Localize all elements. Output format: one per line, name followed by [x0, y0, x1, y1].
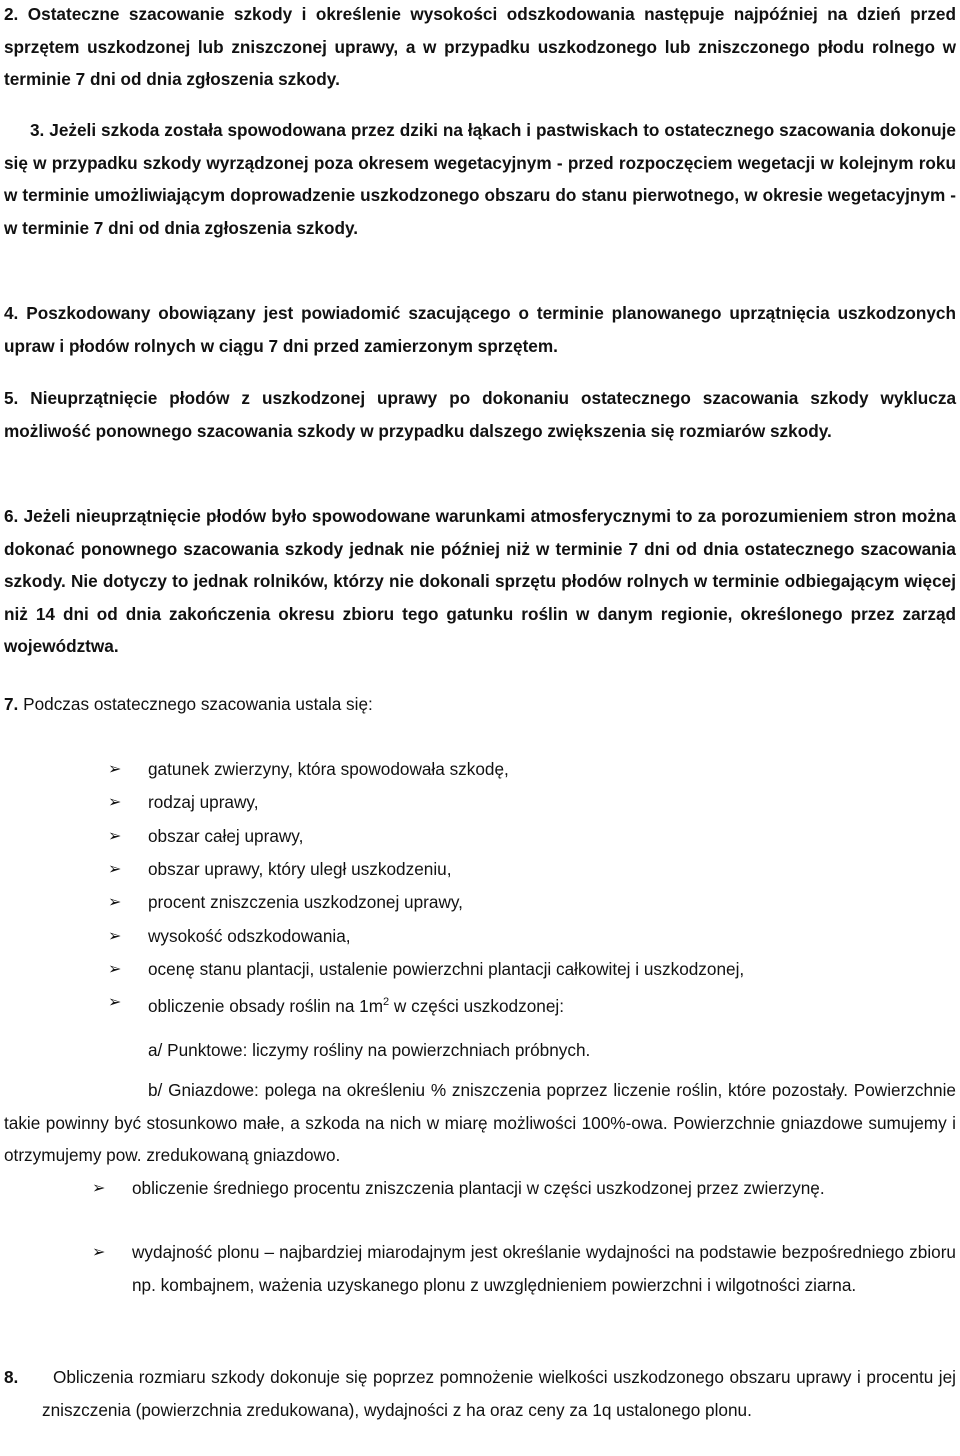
arrow-bullet-icon: ➢ [108, 792, 122, 811]
paragraph-8 [4, 1361, 956, 1426]
arrow-bullet-icon: ➢ [108, 826, 122, 845]
arrow-bullet-icon: ➢ [92, 1242, 106, 1261]
arrow-bullet-icon: ➢ [108, 992, 122, 1011]
method-a-punktowe: a/ Punktowe: liczymy rośliny na powierzchniach próbnych. [148, 1040, 591, 1060]
arrow-bullet-icon: ➢ [108, 759, 122, 778]
paragraph-7 [4, 688, 956, 721]
paragraph-5: 5. Nieuprzątnięcie płodów z uszkodzonej uprawy po dokonaniu ostatecznego szacowania szkody wyklucza możliwość ponownego szacowania szkody w przypadku dalszego zwiększenia się rozmiarów szkody. [4, 388, 956, 441]
list-item: ➢ obliczenie średniego procentu zniszczenia plantacji w części uszkodzonej przez zwierzynę. [92, 1172, 956, 1205]
paragraph-8-number: 8. [4, 1367, 19, 1387]
paragraph-6: 6. Jeżeli nieuprzątnięcie płodów było spowodowane warunkami atmosferycznymi to za porozumieniem stron można dokonać ponownego szacowania szkody jednak nie później niż w terminie 7 dni od dnia ostatecznego szacowania szkody. Nie dotyczy to jednak rolników, którzy nie dokonali sprzętu płodów rolnych w terminie odbiegającym więcej niż 14 dni od dnia zakończenia okresu zbioru tego gatunku roślin w danym regionie, określonego przez zarząd województwa. [4, 506, 956, 656]
document-page: 2. Ostateczne szacowanie szkody i określenie wysokości odszkodowania następuje najpóźniej na dzień przed sprzętem uszkodzonej lub zniszczonej uprawy, a w przypadku uszkodzonego lub zniszczonego płodu rolnego w terminie 7 dni od dnia zgłoszenia szkody. 3. Jeżeli szkoda została spowodowana przez dziki na łąkach i pastwiskach to ostatecznego szacowania dokonuje się w przypadku szkody wyrządzonej poza okresem wegetacyjnym - przed rozpoczęciem wegetacji w kolejnym roku w terminie umożliwiającym doprowadzenie uszkodzonego obszaru do stanu pierwotnego, w okresie wegetacyjnym - w terminie 7 dni od dnia zgłoszenia szkody. 4. Poszkodowany obowiązany jest powiadomić szacującego o terminie planowanego uprzątnięcia uszkodzonych upraw i płodów rolnych w ciągu 7 dni przed zamierzonym sprzętem. 5. Nieuprzątnięcie płodów z uszkodzonej uprawy po dokonaniu ostatecznego szacowania szkody wyklucza możliwość ponownego szacowania szkody w przypadku dalszego zwiększenia się rozmiarów szkody. 6. Jeżeli nieuprzątnięcie płodów było spowodowane warunkami atmosferycznymi to za porozumieniem stron można dokonać ponownego szacowania szkody jednak nie później niż w terminie 7 dni od dnia ostatecznego szacowania szkody. Nie dotyczy to jednak rolników, którzy nie dokonali sprzętu płodów rolnych w terminie odbiegającym więcej niż 14 dni od dnia zakończenia okresu zbioru tego gatunku roślin w danym regionie, określonego przez zarząd województwa. 7. Podczas ostatecznego szacowania ustala się: ➢ gatunek zwierzyny, która spowodowała szkodę, ➢ rodzaj uprawy, ➢ obszar całej uprawy, ➢ obszar uprawy, który uległ uszkodzeniu, ➢ procent zniszczenia uszkodzonej uprawy, ➢ wysokość odszkodowania, ➢ ocenę stanu plantacji, ustalenie powierzchni plantacji całkowitej i uszkodzonej, ➢ obliczenie obsady roślin na $1m^2$ w części uszkodzonej: a/ Punktowe: liczymy rośliny na powierzchniach próbnych. b/ Gniazdowe: polega na określeniu % zniszczenia poprzez liczenie roślin, które pozostały. Powierzchnie takie powinny być stosunkowo małe, a szkoda na nich w miarę możliwości 100%-owa. Powierzchnie gniazdowe sumujemy i otrzymujemy pow. zredukowaną gniazdowo. ➢ obliczenie średniego procentu zniszczenia plantacji w części uszkodzonej przez zwierzynę. ➢ wydajność plonu – najbardziej miarodajnym jest określanie wydajności na podstawie bezpośredniego zbioru np. kombajnem, ważenia uzyskanego plonu z uwzględnieniem powierzchni i wilgotności ziarna. 8. Obliczenia rozmiaru szkody dokonuje się poprzez pomnożenie wielkości uszkodzonego obszaru uprawy i procentu jej zniszczenia (powierzchnia zredukowana), wydajności z ha oraz ceny za 1q ustalonego plonu. [0, 0, 960, 1456]
arrow-bullet-icon: ➢ [108, 959, 122, 978]
paragraph-7-text: Podczas ostatecznego szacowania ustala się: [23, 694, 373, 714]
arrow-bullet-icon: ➢ [92, 1178, 106, 1197]
paragraph-8-text: Obliczenia rozmiaru szkody dokonuje się poprzez pomnożenie wielkości uszkodzonego obszaru uprawy i procentu jej zniszczenia (powierzchnia zredukowana), wydajności z ha oraz ceny za 1q ustalonego plonu. [42, 1367, 956, 1420]
paragraph-3-text: 3. Jeżeli szkoda została spowodowana przez dziki na łąkach i pastwiskach to ostatecznego szacowania dokonuje się w przypadku szkody wyrządzonej poza okresem wegetacyjnym - przed rozpoczęciem wegetacji w kolejnym roku w terminie umożliwiającym doprowadzenie uszkodzonego obszaru do stanu pierwotnego, w okresie wegetacyjnym - w terminie 7 dni od dnia zgłoszenia szkody. [4, 120, 956, 238]
list-item: ➢ wydajność plonu – najbardziej miarodajnym jest określanie wydajności na podstawie bezpośredniego zbioru np. kombajnem, ważenia uzyskanego plonu z uwzględnieniem powierzchni i wilgotności ziarna. [92, 1236, 956, 1301]
paragraph-7-number: 7. [4, 694, 19, 714]
arrow-bullet-icon: ➢ [108, 892, 122, 911]
arrow-bullet-icon: ➢ [108, 926, 122, 945]
paragraph-4: 4. Poszkodowany obowiązany jest powiadomić szacującego o terminie planowanego uprzątnięcia uszkodzonych upraw i płodów rolnych w ciągu 7 dni przed zamierzonym sprzętem. [4, 303, 956, 356]
paragraph-2: 2. Ostateczne szacowanie szkody i określenie wysokości odszkodowania następuje najpóźniej na dzień przed sprzętem uszkodzonej lub zniszczonej uprawy, a w przypadku uszkodzonego lub zniszczonego płodu rolnego w terminie 7 dni od dnia zgłoszenia szkody. [4, 4, 956, 89]
paragraph-3 [4, 114, 956, 244]
method-b-gniazdowe: b/ Gniazdowe: polega na określeniu % zniszczenia poprzez liczenie roślin, które pozostały. Powierzchnie takie powinny być stosunkowo małe, a szkoda na nich w miarę możliwości 100%-owa. Powierzchnie gniazdowe sumujemy i otrzymujemy pow. zredukowaną gniazdowo. [4, 1080, 956, 1165]
arrow-bullet-icon: ➢ [108, 859, 122, 878]
